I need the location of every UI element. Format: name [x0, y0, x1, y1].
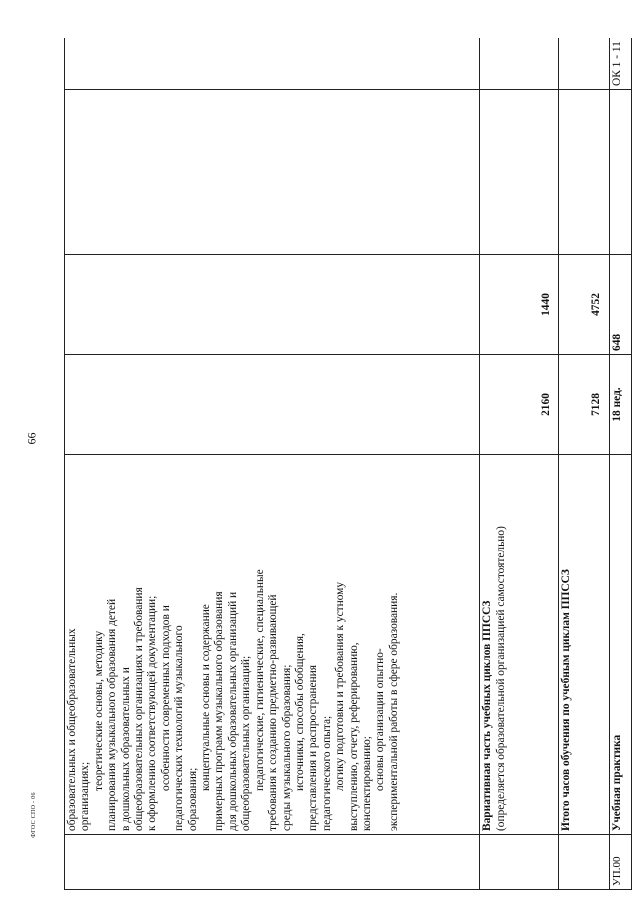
practice-competencies: ОК 1 - 11	[609, 38, 631, 90]
variative-max-load: 2160	[480, 355, 559, 455]
total-max-load: 7128	[559, 355, 610, 455]
competency-line: педагогического опыта;	[320, 715, 333, 831]
competency-line: общеобразовательных организаций;	[240, 655, 253, 831]
total-hours: 4752	[559, 255, 610, 355]
curriculum-table	[64, 38, 632, 890]
competency-line: логику подготовки и требования к устному	[334, 581, 347, 791]
variative-hours: 1440	[480, 255, 559, 355]
competency-lines	[66, 458, 401, 831]
practice-hours: 648	[609, 255, 631, 355]
max-load-cell	[65, 355, 480, 455]
practice-code: УП.00	[609, 835, 631, 890]
discipline-cell	[609, 90, 631, 255]
competency-code-cell	[65, 38, 480, 90]
competency-code-cell	[480, 38, 559, 90]
table-row-competencies	[65, 38, 480, 890]
competency-line: среды музыкального образования;	[280, 664, 293, 831]
competency-line: требования к созданию предметно-развивающей	[267, 594, 280, 831]
competency-line: планирования музыкального образования детей	[106, 598, 119, 831]
variative-note: (определяется образовательной организацией самостоятельно)	[494, 526, 507, 831]
competency-line: основы организации опытно-	[374, 648, 387, 791]
competency-line: выступлению, отчету, реферированию,	[347, 642, 360, 831]
total-title-cell	[559, 455, 610, 835]
rotated-table-page	[64, 38, 632, 890]
competency-line: педагогические, гигиенические, специальные	[253, 569, 266, 791]
competency-line: представления и распространения	[307, 665, 320, 831]
competency-line: источники, способы обобщения,	[293, 633, 306, 791]
table-row-practice	[609, 38, 631, 890]
competency-line: экспериментальной работы в сфере образования.	[387, 592, 400, 831]
document-footer: ФГОС СПО - 06	[31, 792, 37, 838]
table-row-total	[559, 38, 610, 890]
document-sheet	[64, 38, 632, 890]
competency-line: в дошкольных образовательных и	[119, 667, 132, 831]
competency-code-cell	[559, 38, 610, 90]
competency-line: к оформлению соответствующей документации;	[146, 595, 159, 831]
competency-line: образования;	[186, 767, 199, 831]
competency-line: концептуальные основы и содержание	[200, 604, 213, 791]
discipline-cell	[65, 90, 480, 255]
code-cell	[65, 835, 480, 890]
variative-title-cell	[480, 455, 559, 835]
competency-line: конспектированию;	[360, 736, 373, 831]
discipline-cell	[559, 90, 610, 255]
code-cell	[480, 835, 559, 890]
table-row-variative	[480, 38, 559, 890]
competency-line: организациях;	[79, 761, 92, 831]
practice-title: Учебная практика	[609, 455, 631, 835]
competency-list-cell	[65, 455, 480, 835]
hours-cell	[65, 255, 480, 355]
discipline-cell	[480, 90, 559, 255]
competency-line: общеобразовательных организациях и требования	[133, 587, 146, 831]
competency-line: для дошкольных образовательных организаций и	[226, 591, 239, 831]
competency-line: особенности современных подходов и	[159, 605, 172, 791]
competency-line: педагогических технологий музыкального	[173, 625, 186, 831]
competency-line: теоретические основы, методику	[92, 630, 105, 791]
practice-max-load: 18 нед.	[609, 355, 631, 455]
page-number: 66	[24, 432, 39, 445]
competency-line: образовательных и общеобразовательных	[66, 628, 78, 831]
total-title: Итого часов обучения по учебным циклам ППССЗ	[560, 569, 573, 831]
code-cell	[559, 835, 610, 890]
variative-title: Вариативная часть учебных циклов ППССЗ	[481, 600, 494, 831]
competency-line: примерных программ музыкального образования	[213, 591, 226, 831]
